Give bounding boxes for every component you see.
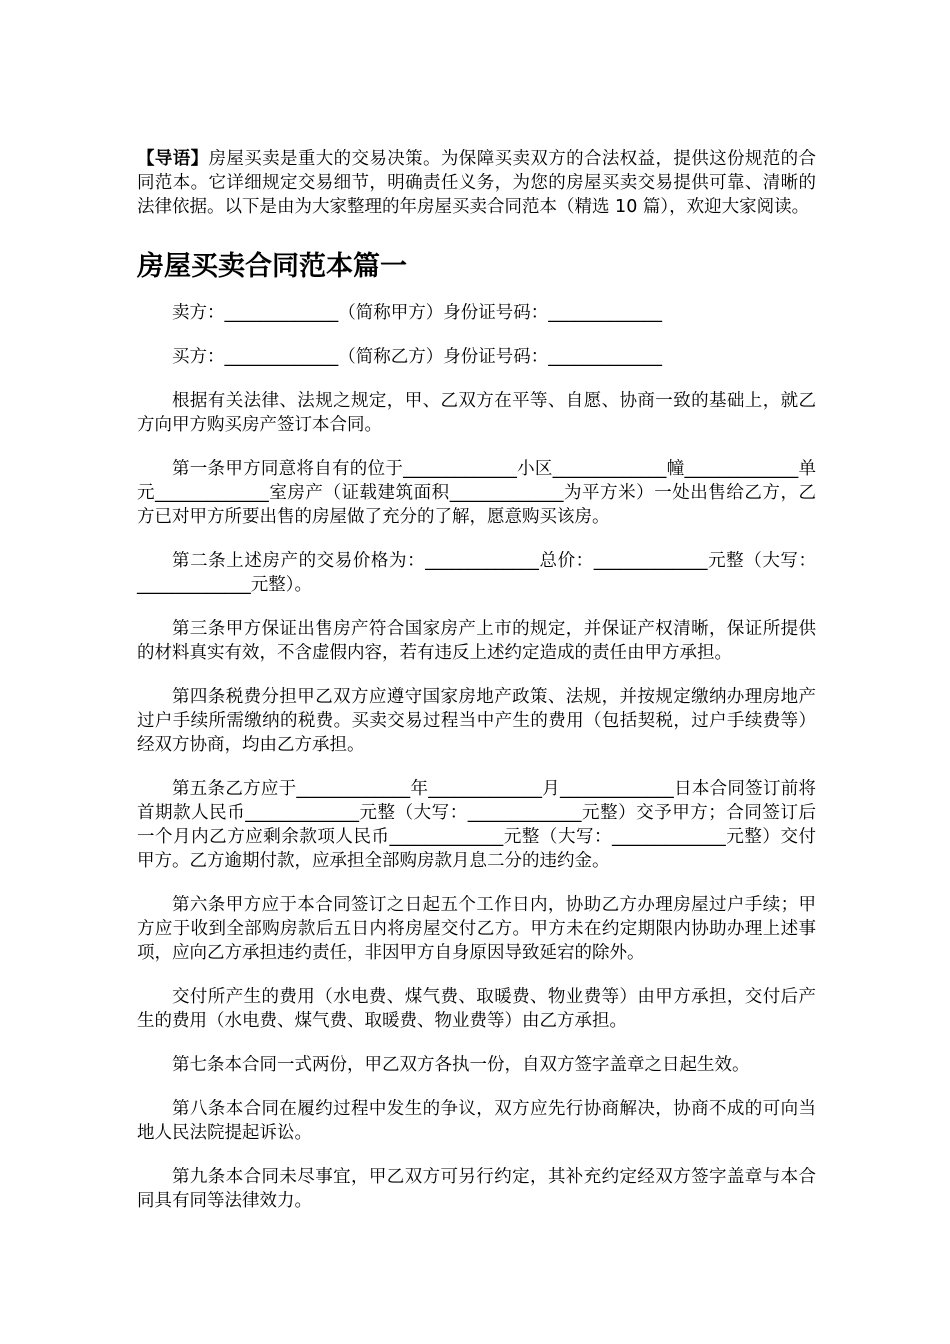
article-8: 第八条本合同在履约过程中发生的争议，双方应先行协商解决，协商不成的可向当地人民法院提起诉讼。 — [137, 1099, 816, 1143]
article-4: 第四条税费分担甲乙双方应遵守国家房地产政策、法规，并按规定缴纳办理房地产过户手续所需缴纳的税费。买卖交易过程当中产生的费用（包括契税，过户手续费等）经双方协商，均由乙方承担。 — [137, 687, 816, 755]
article-7: 第七条本合同一式两份，甲乙双方各执一份，自双方签字盖章之日起生效。 — [172, 1055, 750, 1075]
article-2: 第二条上述房产的交易价格为：_____________总价：_____________元整（大写：_____________元整）。 — [137, 551, 816, 595]
section-title: 房屋买卖合同范本篇一 — [137, 251, 407, 282]
article-5: 第五条乙方应于_____________年_____________月_____________日本合同签订前将首期款人民币_____________元整（大写：_____________元整）交予甲方；合同签订后一个月内乙方应剩余款项人民币_____________元整（大写：_____________元整）交付甲方。乙方逾期付款，应承担全部购房款月息二分的违约金。 — [137, 779, 816, 871]
article-1: 第一条甲方同意将自有的位于_____________小区_____________幢_____________单元_____________室房产（证载建筑面积_____________为平方米）一处出售给乙方，乙方已对甲方所要出售的房屋做了充分的了解，愿意购买该房。 — [137, 459, 816, 527]
buyer-line: 买方：_____________（简称乙方）身份证号码：_____________ — [172, 347, 662, 367]
article-9: 第九条本合同未尽事宜，甲乙双方可另行约定，其补充约定经双方签字盖章与本合同具有同等法律效力。 — [137, 1167, 816, 1211]
seller-line: 卖方：_____________（简称甲方）身份证号码：_____________ — [172, 303, 662, 323]
intro-paragraph — [137, 147, 816, 219]
article-3: 第三条甲方保证出售房产符合国家房产上市的规定，并保证产权清晰，保证所提供的材料真实有效，不含虚假内容，若有违反上述约定造成的责任由甲方承担。 — [137, 619, 816, 663]
delivery-fees-paragraph: 交付所产生的费用（水电费、煤气费、取暖费、物业费等）由甲方承担，交付后产生的费用（水电费、煤气费、取暖费、物业费等）由乙方承担。 — [137, 987, 816, 1031]
intro-lead: 【导语】 — [137, 149, 209, 169]
intro-text: 房屋买卖是重大的交易决策。为保障买卖双方的合法权益，提供这份规范的合同范本。它详细规定交易细节，明确责任义务，为您的房屋买卖交易提供可靠、清晰的法律依据。以下是由为大家整理的年房屋买卖合同范本（精选 10 篇），欢迎大家阅读。 — [137, 149, 816, 217]
preamble-paragraph: 根据有关法律、法规之规定，甲、乙双方在平等、自愿、协商一致的基础上，就乙方向甲方购买房产签订本合同。 — [137, 391, 816, 435]
article-6: 第六条甲方应于本合同签订之日起五个工作日内，协助乙方办理房屋过户手续；甲方应于收到全部购房款后五日内将房屋交付乙方。甲方未在约定期限内协助办理上述事项，应向乙方承担违约责任，非因甲方自身原因导致延宕的除外。 — [137, 895, 816, 963]
